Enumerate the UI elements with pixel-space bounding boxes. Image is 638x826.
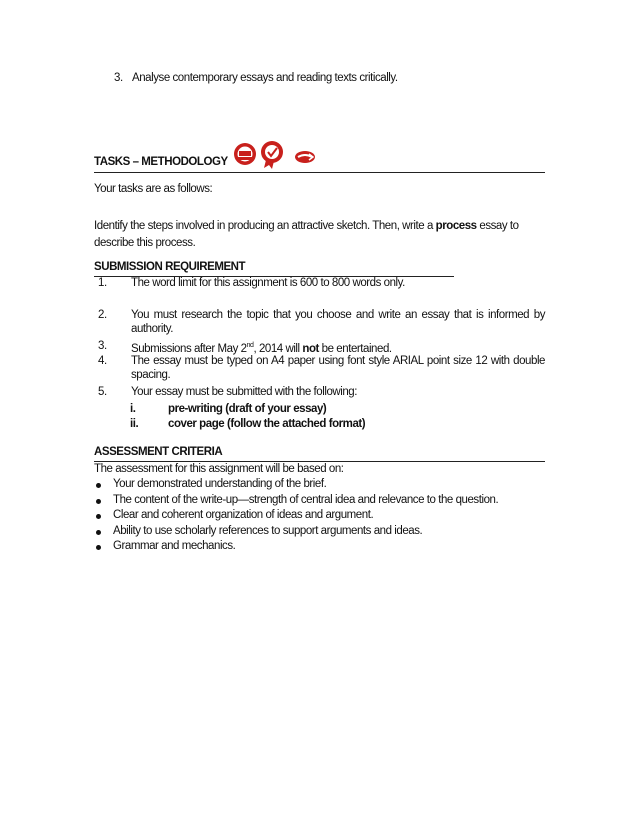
bullet-icon xyxy=(96,514,101,519)
sub-list-text: pre-writing (draft of your essay) xyxy=(168,403,327,415)
list-item-text: The word limit for this assignment is 600 to 800 words only. xyxy=(131,277,405,289)
objective-number: 3. xyxy=(114,72,123,84)
list-item-text: Ability to use scholarly references to support arguments and ideas. xyxy=(113,525,423,537)
deadline-bold-word: not xyxy=(302,342,319,355)
instruction-bold-word: process xyxy=(435,220,477,232)
list-item-text: The essay must be typed on A4 paper using font style ARIAL point size 12 with double spacing. xyxy=(131,355,545,381)
list-item-number: 3. xyxy=(98,340,107,352)
list-item-number: 4. xyxy=(98,355,107,367)
assessment-intro: The assessment for this assignment will be based on: xyxy=(94,463,344,475)
objective-item xyxy=(114,72,398,84)
seal-icon xyxy=(261,141,283,169)
sub-list-numeral: i. xyxy=(130,403,136,415)
methodology-icons xyxy=(234,140,316,170)
instruction-text-end: essay to describe this process. xyxy=(94,220,519,249)
bullet-icon xyxy=(96,483,101,488)
objective-text: Analyse contemporary essays and reading texts critically. xyxy=(132,72,398,84)
bullet-icon xyxy=(96,545,101,550)
list-item-number: 1. xyxy=(98,277,107,289)
submission-heading: SUBMISSION REQUIREMENT xyxy=(94,261,246,273)
list-item-number: 5. xyxy=(98,386,107,398)
bullet-icon xyxy=(96,499,101,504)
assessment-heading: ASSESSMENT CRITERIA xyxy=(94,446,223,458)
list-item-text: Your demonstrated understanding of the brief. xyxy=(113,478,327,490)
assessment-heading-rule xyxy=(94,461,545,462)
list-item-text: Your essay must be submitted with the following: xyxy=(131,386,357,398)
tasks-heading: TASKS – METHODOLOGY xyxy=(94,156,228,168)
link-icon xyxy=(295,151,315,163)
award-icon xyxy=(234,143,256,165)
bullet-icon xyxy=(96,530,101,535)
sub-list-numeral: ii. xyxy=(130,418,139,430)
sub-list-text: cover page (follow the attached format) xyxy=(168,418,366,430)
deadline-text-start: Submissions after May 2 xyxy=(131,342,247,355)
deadline-text-end: be entertained. xyxy=(318,342,392,355)
list-item-text: You must research the topic that you choose and write an essay that is informed by authority. xyxy=(131,309,545,335)
tasks-instruction xyxy=(94,218,554,252)
instruction-text-start: Identify the steps involved in producing an attractive sketch. Then, write a xyxy=(94,220,436,232)
list-item-text: The content of the write-up—strength of central idea and relevance to the question. xyxy=(113,494,499,506)
tasks-intro: Your tasks are as follows: xyxy=(94,183,213,195)
list-item-text: Grammar and mechanics. xyxy=(113,540,236,552)
tasks-heading-rule xyxy=(94,172,545,173)
deadline-text-middle: , 2014 will xyxy=(253,342,303,355)
ordinal-suffix: nd xyxy=(246,342,254,349)
list-item-number: 2. xyxy=(98,309,107,321)
list-item-text: Clear and coherent organization of ideas and argument. xyxy=(113,509,374,521)
